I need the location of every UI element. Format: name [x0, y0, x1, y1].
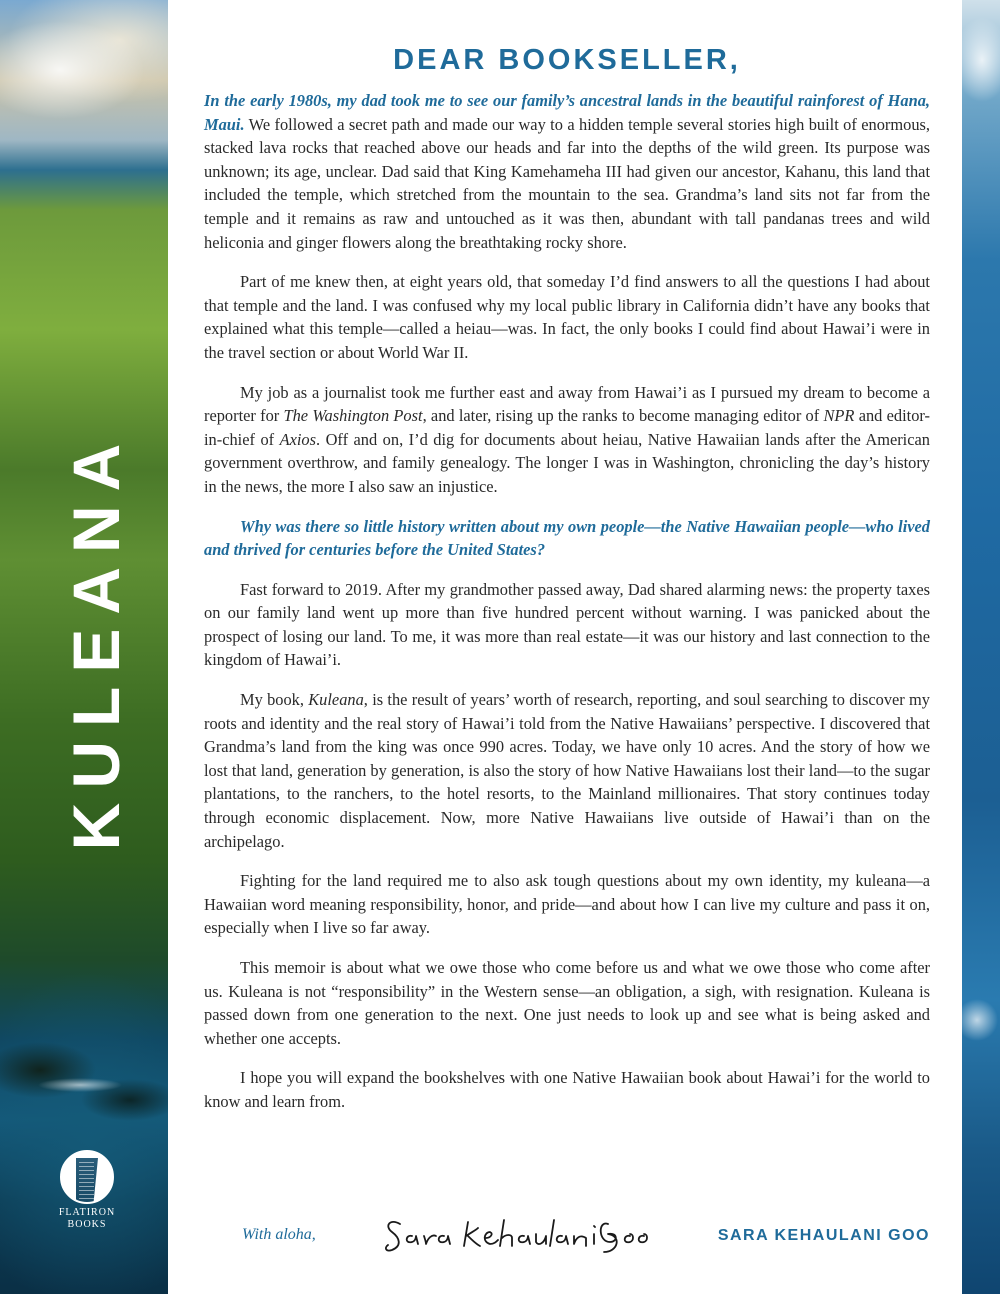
author-name: SARA KEHAULANI GOO: [717, 1227, 930, 1244]
publisher-name-line2: BOOKS: [67, 1219, 107, 1230]
paragraph-1: [204, 89, 930, 254]
paragraph-6: [204, 688, 930, 853]
publication-axios: Axios: [279, 429, 317, 449]
paragraph-3-text-c: and editor-in-chief of: [204, 406, 930, 449]
cover-photo-strip: [0, 0, 168, 1294]
callout-text: Why was there so little history written about my own people—the Native Hawaiian people—who lived and thrived for centuries before the United States?: [204, 516, 930, 560]
flatiron-building-icon: [60, 1150, 114, 1204]
closing-salutation: With aloha,: [242, 1226, 316, 1243]
ocean-photo-strip: [962, 0, 1000, 1294]
publication-washington-post: The Washington Post: [283, 406, 423, 426]
book-title-vertical: KULEANA: [59, 429, 133, 851]
paragraph-3-text-a: My job as a journalist took me further east and away from Hawai’i as I pursued my dream to become a reporter for: [204, 382, 930, 426]
paragraph-3: [204, 381, 930, 499]
callout-question: [204, 515, 930, 562]
paragraph-3-text-b: , and later, rising up the ranks to become managing editor of: [422, 406, 824, 426]
paragraph-3-text-d: . Off and on, I’d dig for documents about heiau, Native Hawaiian lands after the American government overthrow, and family genealogy. The longer I was in Washington, chronicling the day’s history in the news, the more I also saw an injustice.: [204, 429, 930, 496]
paragraph-1-text: We followed a secret path and made our way to a hidden temple several stories high built of enormous, stacked lava rocks that reached above our heads and far into the depths of the wild green. Its purpose was unknown; its age, unclear. Dad said that King Kamehameha III had given our ancestor, Kahanu, this land that included the temple, which stretched from the mountain to the sea. Grandma’s land sits not far from the temple and it remains as raw and untouched as it was then, abundant with tall pandanas trees and wild heliconia and ginger flowers along the breathtaking rocky shore.: [204, 114, 930, 252]
publisher-name-line1: FLATIRON: [58, 1207, 116, 1218]
book-title-inline: Kuleana: [308, 690, 364, 710]
paragraph-5: Fast forward to 2019. After my grandmother passed away, Dad shared alarming news: the property taxes on our family land went up more than five hundred percent without warning. I was panicked about the prospect of losing our land. To me, it was more than real estate—it was our history and last connection to the kingdom of Hawai’i.: [204, 579, 930, 670]
paragraph-6-text-a: My book,: [240, 690, 309, 710]
publication-npr: NPR: [823, 406, 855, 426]
paragraph-9: I hope you will expand the bookshelves with one Native Hawaiian book about Hawai’i for the world to know and learn from.: [204, 1068, 930, 1111]
publisher-logo: [52, 1150, 122, 1231]
opening-lead: In the early 1980s, my dad took me to see our family’s ancestral lands in the beautiful rainforest of Hana, Maui.: [204, 91, 930, 134]
handwritten-signature: [382, 1212, 652, 1256]
bookseller-letter: [204, 44, 930, 1130]
paragraph-8: This memoir is about what we owe those who come before us and what we owe those who come after us. Kuleana is not “responsibility” in the Western sense—an obligation, a sigh, with resignation. Kuleana is passed down from one generation to the next. One just needs to look up and see what is being asked and whether one accepts.: [204, 958, 930, 1048]
letter-heading: DEAR BOOKSELLER,: [393, 44, 741, 76]
surf-foam: [0, 1060, 168, 1110]
paragraph-7: Fighting for the land required me to also ask tough questions about my own identity, my kuleana—a Hawaiian word meaning responsibility, honor, and pride—and about how I can live my culture and pass it on, especially when I live so far away.: [204, 871, 930, 938]
paragraph-2: Part of me knew then, at eight years old, that someday I’d find answers to all the questions I had about that temple and the land. I was confused why my local public library in California didn’t have any books that explained what this temple—called a heiau—was. In fact, the only books I could find about Hawai’i were in the travel section or about World War II.: [204, 272, 930, 362]
paragraph-6-text-b: , is the result of years’ worth of research, reporting, and soul searching to discover my roots and identity and the real story of Hawai’i told from the Native Hawaiians’ perspective. I discovered that Grandma’s land from the king was once 990 acres. Today, we have only 10 acres. And the story of how we lost that land, generation by generation, is also the story of how Native Hawaiians lost their land—to the sugar plantations, to the ranchers, to the hotel resorts, to the Mainland millionaires. That story continues today through economic displacement. Now, more Native Hawaiians live outside of Hawai’i than on the archipelago.: [204, 690, 930, 851]
letter-signoff: [242, 1212, 942, 1262]
